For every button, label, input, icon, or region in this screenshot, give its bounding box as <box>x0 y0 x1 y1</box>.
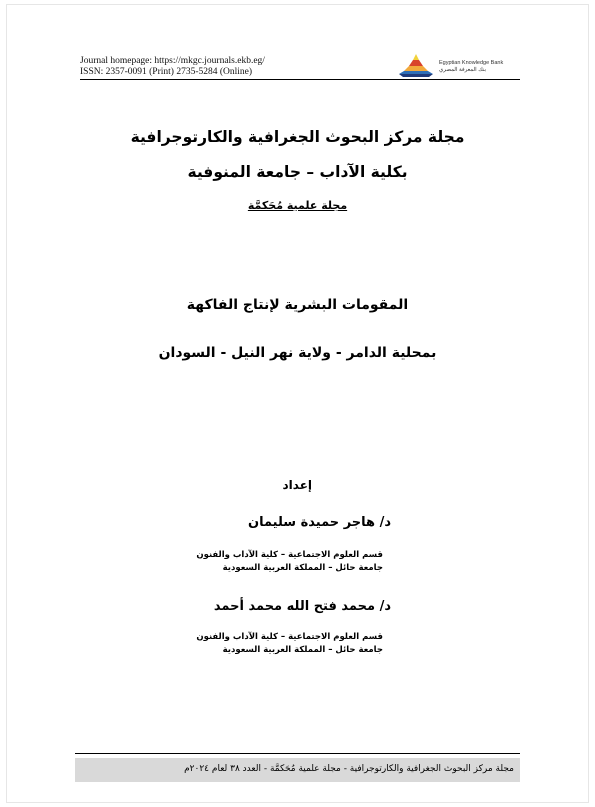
peer-reviewed-text: مجلة علمية مُحَكمَّة <box>247 199 348 212</box>
ekb-logo <box>395 50 520 80</box>
author-name: د/ محمد فتح الله محمد أحمد <box>213 599 391 614</box>
author-affiliation <box>183 631 383 657</box>
author-university: جامعة حائل – المملكة العربية السعودية <box>222 563 383 573</box>
author-affiliation <box>183 549 383 575</box>
author-university: جامعة حائل – المملكة العربية السعودية <box>222 645 383 655</box>
footer-rule <box>75 753 520 754</box>
ekb-logo-text <box>439 60 519 74</box>
prepared-by-label: إعداد <box>282 478 312 492</box>
peer-reviewed-label <box>0 199 595 212</box>
journal-title: مجلة مركز البحوث الجغرافية والكارتوجرافية <box>130 128 465 146</box>
author-department: قسم العلوم الاجتماعية – كلية الآداب والفنون <box>196 550 383 560</box>
journal-info <box>80 56 380 78</box>
paper-title-line1: المقومات البشرية لإنتاج الفاكهة <box>186 297 409 313</box>
footer-bar <box>75 758 520 782</box>
ekb-logo-en: Egyptian Knowledge Bank <box>439 60 504 66</box>
footer-text: مجلة مركز البحوث الجغرافية والكارتوجرافية - مجلة علمية مُحَكمَّة - العدد ٣٨ لعام ٢٠٢٤م <box>184 764 514 774</box>
journal-homepage: Journal homepage: https://mkgc.journals.ekb.eg/ <box>80 56 265 66</box>
paper-title-line2: بمحلية الدامر - ولاية نهر النيل - السودان <box>158 345 437 361</box>
ekb-logo-icon <box>395 54 437 78</box>
ekb-logo-ar: بنك المعرفة المصري <box>439 67 487 73</box>
journal-issn: ISSN: 2357-0091 (Print) 2735-5284 (Online) <box>80 67 253 77</box>
author-department: قسم العلوم الاجتماعية – كلية الآداب والفنون <box>196 632 383 642</box>
author-name: د/ هاجر حميدة سليمان <box>247 515 391 530</box>
page-frame <box>6 4 589 803</box>
journal-faculty: بكلية الآداب – جامعة المنوفية <box>187 163 408 181</box>
header-rule <box>80 79 520 80</box>
